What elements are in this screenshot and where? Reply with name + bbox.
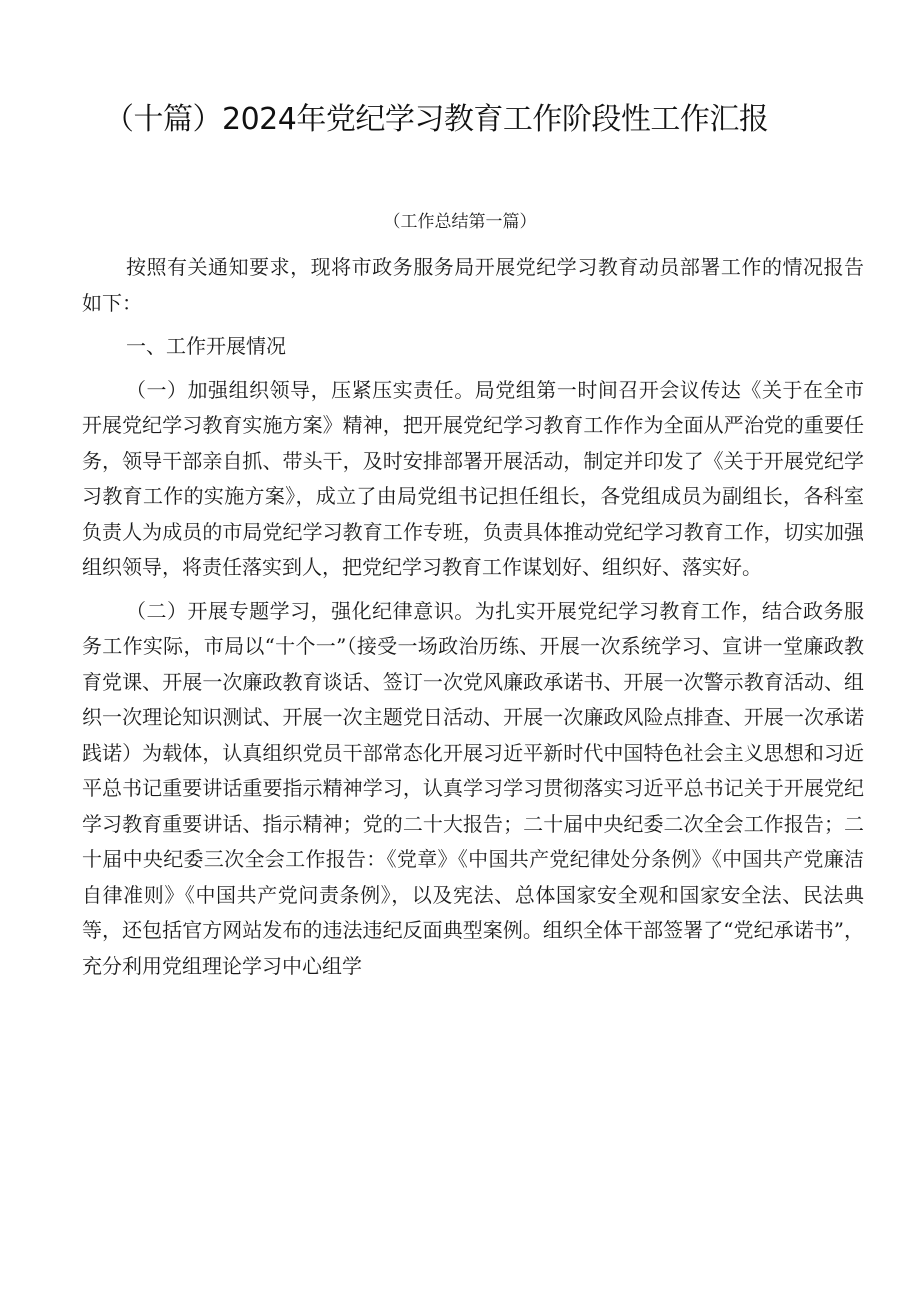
- document-body: [82, 250, 864, 984]
- body-paragraph-2: （二）开展专题学习，强化纪律意识。为扎实开展党纪学习教育工作，结合政务服务工作实际，市局以“十个一”（接受一场政治历练、开展一次系统学习、宣讲一堂廉政教育党课、开展一次廉政教育谈话、签订一次党风廉政承诺书、开展一次警示教育活动、组织一次理论知识测试、开展一次主题党日活动、开展一次廉政风险点排查、开展一次承诺践诺）为载体，认真组织党员干部常态化开展习近平新时代中国特色社会主义思想和习近平总书记重要讲话重要指示精神学习，认真学习学习贯彻落实习近平总书记关于开展党纪学习教育重要讲话、指示精神；党的二十大报告；二十届中央纪委二次全会工作报告；二十届中央纪委三次全会工作报告：《党章》《中国共产党纪律处分条例》《中国共产党廉洁自律准则》《中国共产党问责条例》，以及宪法、总体国家安全观和国家安全法、民法典等，还包括官方网站发布的违法违纪反面典型案例。组织全体干部签署了“党纪承诺书”，充分利用党组理论学习中心组学: [82, 598, 864, 978]
- document-title: （十篇）2024年党纪学习教育工作阶段性工作汇报: [104, 102, 769, 137]
- document-subtitle: （工作总结第一篇）: [383, 212, 537, 232]
- section-heading: 一、工作开展情况: [126, 334, 286, 358]
- intro-paragraph: 按照有关通知要求，现将市政务服务局开展党纪学习教育动员部署工作的情况报告如下：: [82, 255, 864, 315]
- body-paragraph-1: （一）加强组织领导，压紧压实责任。局党组第一时间召开会议传达《关于在全市开展党纪学习教育实施方案》精神，把开展党纪学习教育工作作为全面从严治党的重要任务，领导干部亲自抓、带头干，及时安排部署开展活动，制定并印发了《关于开展党纪学习教育工作的实施方案》，成立了由局党组书记担任组长，各党组成员为副组长，各科室负责人为成员的市局党纪学习教育工作专班，负责具体推动党纪学习教育工作，切实加强组织领导，将责任落实到人，把党纪学习教育工作谋划好、组织好、落实好。: [82, 377, 864, 579]
